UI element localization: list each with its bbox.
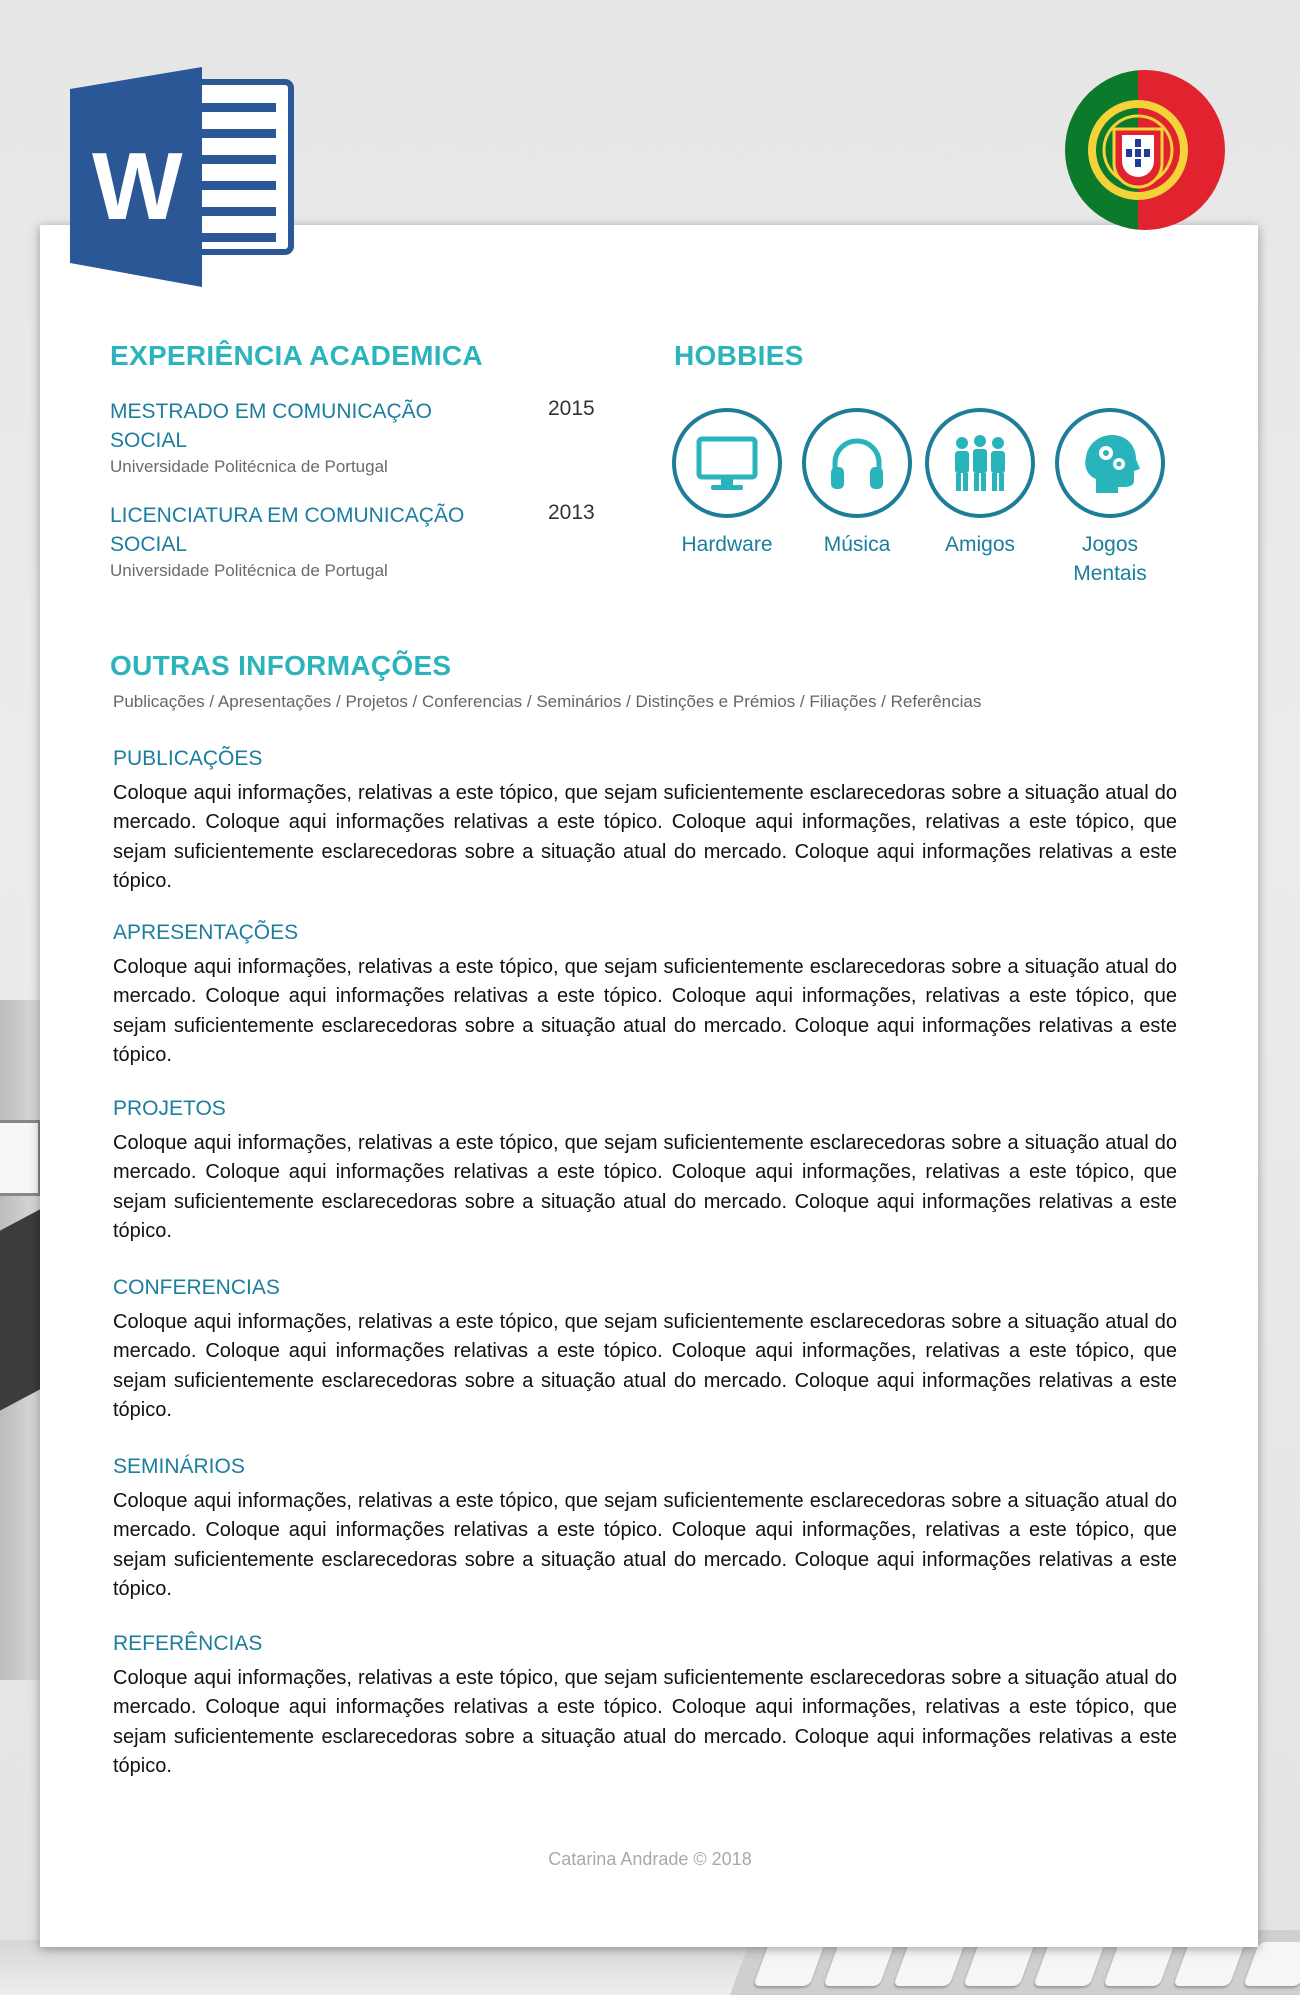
degree-year: 2015 xyxy=(548,397,595,420)
other-info-heading: OUTRAS INFORMAÇÕES xyxy=(110,650,452,681)
info-section xyxy=(113,921,1177,1070)
hobby-label: Jogos Mentais xyxy=(1073,533,1147,585)
info-section-body: Coloque aqui informações, relativas a este tópico, que sejam suficientemente esclarecedoras sobre a situação atual do mercado. Coloque aqui informações relativas a este tópico. Coloque aqui informações, relativas a este tópico, que sejam suficientemente esclarecedoras sobre a situação atual do mercado. Coloque aqui informações relativas a este tópico. xyxy=(113,956,1177,1066)
info-section-title: APRESENTAÇÕES xyxy=(113,921,299,944)
hobby-hardware xyxy=(669,408,785,559)
info-section-body: Coloque aqui informações, relativas a este tópico, que sejam suficientemente esclarecedoras sobre a situação atual do mercado. Coloque aqui informações relativas a este tópico. Coloque aqui informações, relativas a este tópico, que sejam suficientemente esclarecedoras sobre a situação atual do mercado. Coloque aqui informações relativas a este tópico. xyxy=(113,1667,1177,1777)
headphones-icon xyxy=(825,431,889,495)
hobby-friends xyxy=(922,408,1038,559)
info-section xyxy=(113,1632,1177,1781)
degree-school: Universidade Politécnica de Portugal xyxy=(110,457,388,476)
info-section xyxy=(113,1097,1177,1246)
info-section xyxy=(113,1455,1177,1604)
hobby-label: Música xyxy=(823,533,891,556)
degree-school: Universidade Politécnica de Portugal xyxy=(110,561,388,580)
background-phone xyxy=(0,1120,41,1196)
info-section-title: SEMINÁRIOS xyxy=(113,1455,245,1478)
friends-icon xyxy=(948,431,1012,495)
hobby-music xyxy=(799,408,915,559)
info-section-title: PUBLICAÇÕES xyxy=(113,747,263,770)
info-section xyxy=(113,1276,1177,1425)
degree-year: 2013 xyxy=(548,501,595,524)
info-section-title: PROJETOS xyxy=(113,1097,226,1120)
word-icon xyxy=(70,67,300,287)
info-section xyxy=(113,747,1177,896)
other-info-subnav: Publicações / Apresentações / Projetos / Conferencias / Seminários / Distinções e Prémios / Filiações / Referências xyxy=(113,692,982,711)
hobby-label: Amigos xyxy=(944,533,1016,556)
hobbies-heading: HOBBIES xyxy=(674,340,804,371)
info-section-body: Coloque aqui informações, relativas a este tópico, que sejam suficientemente esclarecedoras sobre a situação atual do mercado. Coloque aqui informações relativas a este tópico. Coloque aqui informações, relativas a este tópico, que sejam suficientemente esclarecedoras sobre a situação atual do mercado. Coloque aqui informações relativas a este tópico. xyxy=(113,1132,1177,1242)
footer-credit: Catarina Andrade © 2018 xyxy=(548,1849,752,1869)
hobby-mind-games xyxy=(1052,408,1168,588)
experience-heading: EXPERIÊNCIA ACADEMICA xyxy=(110,340,483,371)
portugal-flag-icon xyxy=(1062,67,1228,233)
degree-title: MESTRADO EM COMUNICAÇÃO SOCIAL xyxy=(110,400,433,452)
degree-title: LICENCIATURA EM COMUNICAÇÃO SOCIAL xyxy=(110,504,465,556)
info-section-body: Coloque aqui informações, relativas a este tópico, que sejam suficientemente esclarecedoras sobre a situação atual do mercado. Coloque aqui informações relativas a este tópico. Coloque aqui informações, relativas a este tópico, que sejam suficientemente esclarecedoras sobre a situação atual do mercado. Coloque aqui informações relativas a este tópico. xyxy=(113,1311,1177,1421)
info-section-title: CONFERENCIAS xyxy=(113,1276,280,1299)
info-section-body: Coloque aqui informações, relativas a este tópico, que sejam suficientemente esclarecedoras sobre a situação atual do mercado. Coloque aqui informações relativas a este tópico. Coloque aqui informações, relativas a este tópico, que sejam suficientemente esclarecedoras sobre a situação atual do mercado. Coloque aqui informações relativas a este tópico. xyxy=(113,782,1177,892)
mind-gears-icon xyxy=(1078,431,1142,495)
svg-text:W: W xyxy=(92,133,183,240)
hobby-label: Hardware xyxy=(681,533,773,556)
info-section-body: Coloque aqui informações, relativas a este tópico, que sejam suficientemente esclarecedoras sobre a situação atual do mercado. Coloque aqui informações relativas a este tópico. Coloque aqui informações, relativas a este tópico, que sejam suficientemente esclarecedoras sobre a situação atual do mercado. Coloque aqui informações relativas a este tópico. xyxy=(113,1490,1177,1600)
monitor-icon xyxy=(695,431,759,495)
background-notebook xyxy=(0,1209,40,1410)
info-section-title: REFERÊNCIAS xyxy=(113,1632,263,1655)
